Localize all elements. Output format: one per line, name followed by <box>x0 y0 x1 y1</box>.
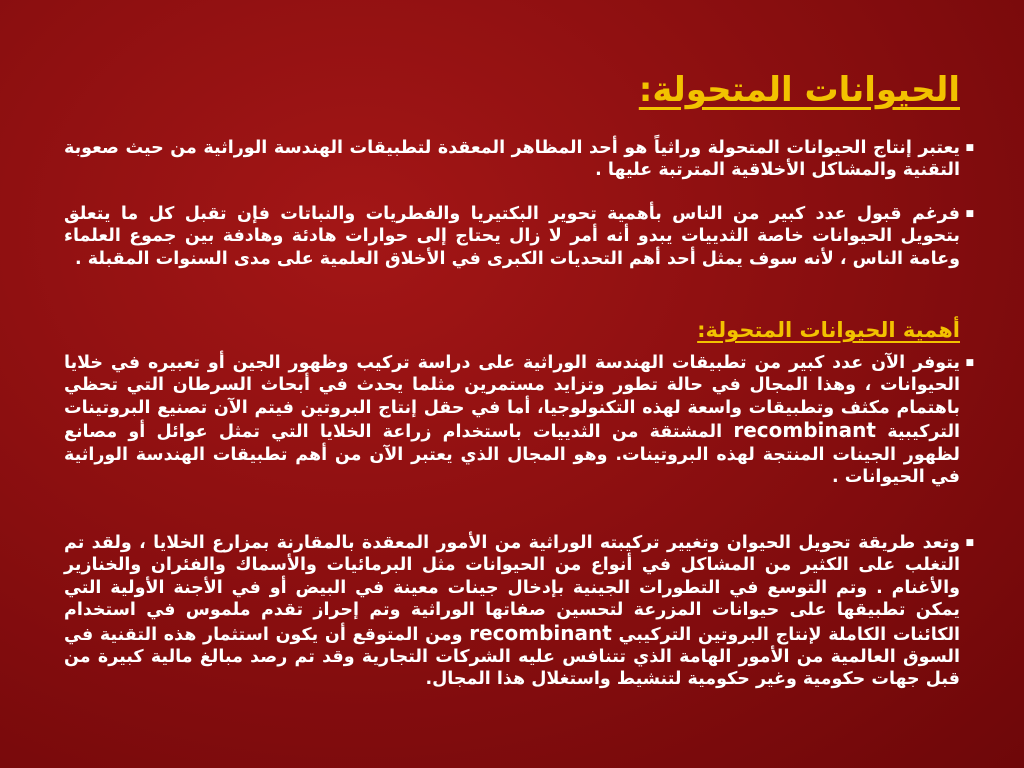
bullet-icon: ■ <box>965 209 974 219</box>
bullet-icon: ■ <box>965 358 974 368</box>
paragraph-intro: يعتبر إنتاج الحيوانات المتحولة وراثياً هو أحد المظاهر المعقدة لتطبيقات الهندسة الوراثية من حيث صعوبة التقنية والمشاكل الأخلاقية المترتبة عليها . <box>64 138 960 181</box>
bullet-icon: ■ <box>965 538 974 548</box>
paragraph-text: يتوفر الآن عدد كبير من تطبيقات الهندسة الوراثية على دراسة تركيب وظهور الجين أو تعبيره في خلايا الحيوانات ، وهذا المجال في حالة تطور وتزايد مستمرين مثلما يحدث في أبحاث السرطان التي تحظي باهتمام مكثف وتطبيقات واسعة لهذه التكنولوجيا، أما في حقل إنتاج البروتين فيتم الآن تصنيع البروتينات التركيبية <box>64 353 961 443</box>
paragraph-text: المشتقة من الثدييات باستخدام زراعة الخلايا التي تمثل عوائل أو مصانع لظهور الجينات المنتجة لهذه البروتينات. وهو المجال الذي يعتبر الآن من أهم تطبيقات الهندسة الوراثية في الحيوانات . <box>64 422 960 488</box>
paragraph-text: وتعد طريقة تحويل الحيوان وتغيير تركيبته الوراثية من الأمور المعقدة بالمقارنة بمزارع الخلايا ، ولقد تم التغلب على الكثير من المشاكل في أنواع من الحيوانات مثل البرمائيات والأسماك والفئران والخنازير والأغنام . وتم التوسع في التطورات الجينية بإدخال جينات معينة في البيض أو في الأجنة الأولية التي يمكن تطبيقها على حيوانات المزرعة لتحسين صفاتها الوراثية وتم إحراز تقدم ملموس في استخدام الكائنات الكاملة لإنتاج البروتين التركيبي <box>64 533 961 645</box>
paragraph-acceptance: فرغم قبول عدد كبير من الناس بأهمية تحوير البكتيريا والفطريات والنباتات فإن تقبل كل ما يتعلق بتحويل الحيوانات خاصة الثدييات يبدو أنه أمر لا زال يحتاج إلى حوارات هادئة وهادفة بين جموع العلماء وعامة الناس ، لأنه سوف يمثل أحد أهم التحديات الكبرى في الأخلاق العلمية على مدى السنوات المقبلة . <box>64 204 960 269</box>
recombinant-term: recombinant <box>469 620 612 645</box>
paragraph-transformation <box>64 532 960 691</box>
paragraph-applications <box>64 352 960 488</box>
slide-title: الحيوانات المتحولة: <box>638 70 960 110</box>
bullet-icon: ■ <box>965 143 974 153</box>
paragraph-text: ومن المتوقع أن يكون استثمار هذه التقنية في السوق العالمية من الأمور الهامة الذي تتنافس عليه الشركات التجارية وقد تم رصد مبالغ مالية كبيرة من قبل جهات حكومية وغير حكومية لتنشيط واستغلال هذا المجال. <box>64 624 960 690</box>
recombinant-term: recombinant <box>733 418 876 443</box>
section-subtitle: أهمية الحيوانات المتحولة: <box>697 318 960 342</box>
